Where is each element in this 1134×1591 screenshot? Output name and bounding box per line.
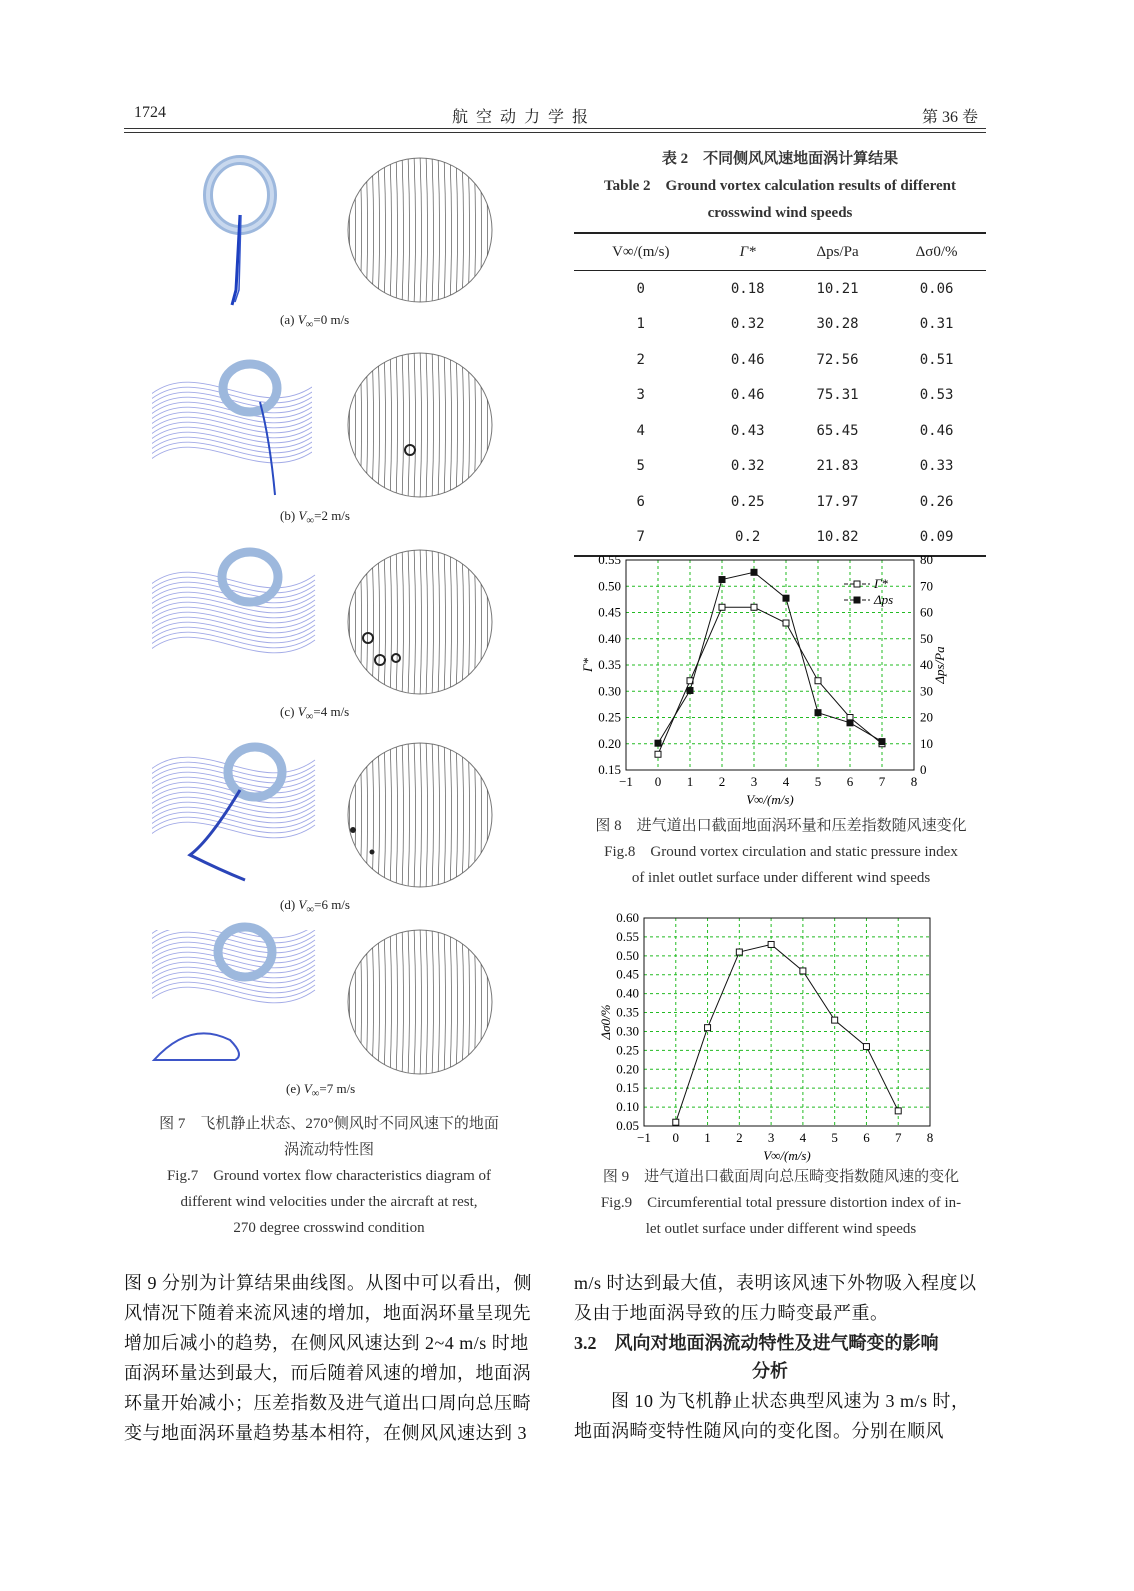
x-tick-label: −1 [619, 774, 633, 789]
table-cell: 0.46 [730, 387, 765, 404]
y-tick-label: 0.55 [616, 928, 639, 944]
data-point [879, 739, 885, 745]
streamline [150, 822, 315, 838]
x-tick-label: 2 [718, 774, 726, 789]
table-cell: 3 [636, 387, 645, 404]
x-tick-label: 0 [654, 774, 662, 789]
x-tick-label: 1 [686, 774, 694, 789]
figure7-caption: 图 7 飞机静止状态、270°侧风时不同风速下的地面 涡流动特性图 Fig.7 Ground vortex flow characteristics diagram of different wind velocities under the aircraft at rest, 270 degree crosswind condition [159, 1116, 499, 1236]
data-point [705, 1025, 711, 1031]
chart-grid [626, 560, 914, 770]
x-tick-label: 1 [704, 1130, 711, 1145]
panel-e-ring [154, 927, 272, 1060]
y2-tick-label: 40 [920, 657, 933, 672]
table-cell: 75.31 [816, 387, 859, 404]
y-tick-label: 0.55 [598, 556, 621, 567]
table-cell: 1 [636, 316, 645, 333]
table-cell: 4 [636, 422, 645, 439]
table-row [574, 342, 986, 378]
data-point [751, 569, 757, 575]
x-tick-label: 6 [846, 774, 854, 789]
data-point [783, 595, 789, 601]
table-row [574, 307, 986, 343]
y-tick-label: 0.05 [616, 1118, 639, 1133]
table-header: Γ* [708, 233, 788, 271]
streamline [150, 637, 315, 653]
section-title: 3.2 风向对地面涡流动特性及进气畸变的影响 [574, 1333, 939, 1353]
table-row [574, 484, 986, 520]
subcaption-a: (a) $V_\infty=0$ m/s [280, 312, 350, 331]
table-cell: 0.43 [730, 422, 765, 439]
subcaption-e: (e) $V_\infty=7$ m/s [286, 1081, 356, 1100]
y-tick-label: 0.45 [598, 604, 621, 620]
table-cell: 10.21 [816, 280, 859, 297]
table-row [574, 413, 986, 449]
streamline [150, 447, 315, 463]
panel-c-streamlines [150, 572, 315, 653]
body-text-left: 图 9 分别为计算结果曲线图。从图中可以看出，侧 风情况下随着来流风速的增加，地面涡环量呈现先 增加后减小的趋势，在侧风风速达到 2~4 m/s 时地 面涡环量达到最大，而后随着风速的增加，地面涡 环量开始减小；压差指数及进气道出口周向总压畸 变与地面涡环量趋势基本相符，在侧风风速达到 3 [124, 1273, 532, 1443]
data-point [847, 720, 853, 726]
table-cell: 0.18 [730, 280, 765, 297]
x-tick-label: 7 [894, 1130, 902, 1145]
y-tick-label: 0.30 [616, 1023, 639, 1039]
data-point [768, 941, 774, 947]
y-tick-label: 0.30 [598, 683, 621, 699]
data-point [751, 604, 757, 610]
y-tick-label: 0.20 [616, 1061, 639, 1077]
y2-tick-label: 20 [920, 709, 933, 725]
x-tick-label: 2 [736, 1130, 743, 1145]
panel-a-section [348, 155, 494, 305]
panel-b-streamlines [150, 382, 315, 463]
y-tick-label: 0.10 [616, 1099, 639, 1115]
data-point [719, 577, 725, 583]
data-point [719, 604, 725, 610]
table-cell: 0.26 [919, 493, 954, 510]
y2-tick-label: 80 [920, 556, 933, 567]
table-row [574, 449, 986, 485]
table-cell: 17.97 [816, 493, 859, 510]
table-cell: 0.31 [919, 316, 954, 333]
table-cell: 0 [636, 280, 645, 297]
data-point [800, 968, 806, 974]
data-point [783, 620, 789, 626]
table-header: V∞/(m/s) [574, 233, 708, 271]
x-tick-label: 4 [799, 1130, 807, 1145]
x-tick-label: 8 [910, 774, 918, 789]
table-cell: 65.45 [816, 422, 859, 439]
data-point [863, 1044, 869, 1050]
legend-label: Γ* [874, 576, 888, 591]
figure9-caption: 图 9 进气道出口截面周向总压畸变指数随风速的变化 Fig.9 Circumferential total pressure distortion index of in- let outlet surface under different wind speeds [600, 1169, 962, 1237]
table2-title: 表 2 不同侧风风速地面涡计算结果 Table 2 Ground vortex calculation results of different crosswind wind speeds [604, 151, 956, 221]
table-cell: 0.06 [919, 280, 954, 297]
table-cell: 7 [574, 520, 708, 557]
table-cell: 0.09 [887, 520, 986, 557]
panel-b-section [348, 350, 494, 500]
data-point [895, 1108, 901, 1114]
volume-label: 第 36 卷 [922, 109, 979, 126]
table-cell: 0.33 [919, 458, 954, 475]
table-cell: 0.53 [919, 387, 954, 404]
y-tick-label: 0.50 [616, 947, 639, 963]
table2 [574, 232, 986, 557]
section-title-cont: 分析 [752, 1361, 788, 1381]
x-tick-label: 3 [750, 774, 758, 789]
x-axis-label: V∞/(m/s) [746, 792, 794, 807]
y2-tick-label: 70 [920, 578, 933, 594]
panel-d-section [348, 740, 494, 890]
y2-axis-label: Δps/Pa [932, 646, 947, 684]
figure7-panels [140, 140, 520, 1120]
journal-title: 航 空 动 力 学 报 [452, 109, 591, 126]
page-number: 1724 [134, 104, 166, 121]
table-header: Δσ0/% [887, 233, 986, 271]
streamline [150, 987, 315, 1003]
table-cell: 0.51 [919, 351, 954, 368]
x-tick-label: −1 [637, 1130, 651, 1145]
table-cell: 0.46 [919, 422, 954, 439]
panel-a-streamtube [208, 160, 272, 305]
panel-c-section [348, 547, 494, 697]
y-tick-label: 0.25 [598, 709, 621, 725]
y2-tick-label: 0 [920, 762, 927, 777]
header-rule-2 [124, 132, 986, 133]
body-text-right: m/s 时达到最大值，表明该风速下外物吸入程度以 及由于地面涡导致的压力畸变最严重。 [574, 1273, 977, 1323]
data-point [832, 1017, 838, 1023]
subcaption-c: (c) $V_\infty=4$ m/s [280, 704, 350, 723]
x-tick-label: 7 [878, 774, 886, 789]
table-row [574, 520, 986, 557]
x-tick-label: 5 [831, 1130, 838, 1145]
figure8-chart [574, 556, 994, 826]
y2-tick-label: 60 [920, 604, 933, 620]
legend-label: Δps [874, 592, 894, 607]
legend-marker [854, 581, 860, 587]
table-cell: 0.25 [730, 493, 765, 510]
y-tick-label: 0.40 [616, 985, 639, 1001]
subcaption-b: (b) $V_\infty=2$ m/s [280, 508, 350, 527]
y-tick-label: 0.35 [598, 657, 621, 672]
table-cell: 6 [636, 493, 645, 510]
y2-tick-label: 30 [920, 683, 933, 699]
chart-grid [644, 918, 930, 1126]
y-tick-label: 0.35 [616, 1004, 639, 1020]
y-tick-label: 0.50 [598, 578, 621, 594]
table-row [574, 378, 986, 414]
y2-tick-label: 10 [920, 735, 933, 751]
table-cell: 0.46 [730, 351, 765, 368]
data-point [736, 949, 742, 955]
table-cell: 72.56 [816, 351, 859, 368]
body-text-right-2: 图 10 为飞机静止状态典型风速为 3 m/s 时， 地面涡畸变特性随风向的变化图。分别在顺风 [574, 1391, 970, 1441]
y-axis-label: Γ* [580, 658, 595, 672]
x-axis-label: V∞/(m/s) [763, 1148, 811, 1163]
x-tick-label: 8 [926, 1130, 934, 1145]
y-tick-label: 0.15 [616, 1080, 639, 1096]
y-tick-label: 0.45 [616, 966, 639, 982]
y-tick-label: 0.40 [598, 630, 621, 646]
x-tick-label: 3 [767, 1130, 775, 1145]
y-tick-label: 0.15 [598, 762, 621, 777]
table-cell: 5 [636, 458, 645, 475]
data-point [655, 751, 661, 757]
table-cell: 21.83 [816, 458, 859, 475]
data-point [687, 688, 693, 694]
table-cell: 10.82 [788, 520, 887, 557]
y-tick-label: 0.25 [616, 1042, 639, 1058]
plot-frame [644, 918, 930, 1126]
series-line [676, 944, 898, 1122]
data-point [815, 710, 821, 716]
data-point [815, 678, 821, 684]
data-point [673, 1119, 679, 1125]
x-tick-label: 5 [814, 774, 822, 789]
data-point [655, 740, 661, 746]
y-axis-label: Δσ0/% [598, 1004, 613, 1040]
table-cell: 2 [636, 351, 645, 368]
table-cell: 0.2 [708, 520, 788, 557]
y-tick-label: 0.60 [616, 912, 639, 925]
panel-e-section [348, 927, 494, 1077]
x-tick-label: 6 [863, 1130, 870, 1145]
header-rule [124, 128, 986, 129]
legend-marker [854, 597, 860, 603]
table-cell: 0.32 [730, 316, 765, 333]
y-tick-label: 0.20 [598, 735, 621, 751]
table-header: Δps/Pa [788, 233, 887, 271]
x-tick-label: 4 [782, 774, 790, 789]
x-tick-label: 0 [672, 1130, 680, 1145]
table-cell: 30.28 [816, 316, 859, 333]
subcaption-d: (d) $V_\infty=6$ m/s [280, 897, 350, 916]
figure8-caption: 图 8 进气道出口截面地面涡环量和压差指数随风速变化 Fig.8 Ground vortex circulation and static pressure index of inlet outlet surface under different wind speeds [595, 818, 967, 886]
figure9-chart [594, 912, 974, 1174]
y2-tick-label: 50 [920, 630, 933, 646]
table-cell: 0.32 [730, 458, 765, 475]
table-row [574, 271, 986, 307]
